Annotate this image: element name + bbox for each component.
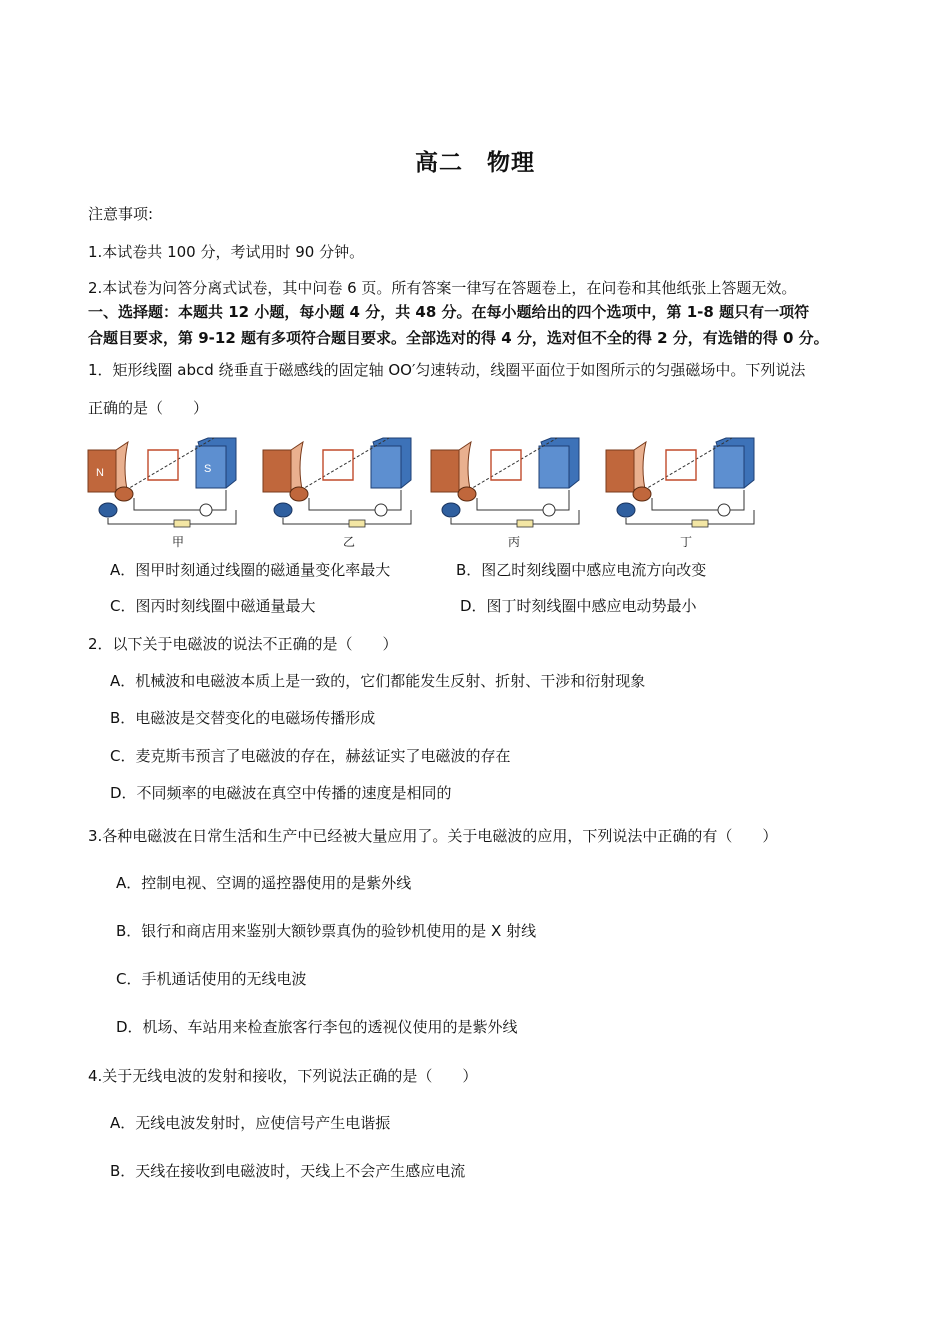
notice-item-2: 2.本试卷为问答分离式试卷，其中问卷 6 页。所有答案一律写在答题卷上，在问卷和其他纸张上答题无效。 xyxy=(88,279,797,297)
q1-figure-label-2: 乙 xyxy=(343,535,356,549)
q1-figure-label-4: 丁 xyxy=(680,535,693,549)
q1-stem-line1: 1．矩形线圈 abcd 绕垂直于磁感线的固定轴 OO′匀速转动，线圈平面位于如图所示的匀强磁场中。下列说法 xyxy=(88,361,806,379)
q4-option-a[interactable]: A．无线电波发射时，应使信号产生电谐振 xyxy=(110,1114,391,1132)
notice-item-1: 1.本试卷共 100 分，考试用时 90 分钟。 xyxy=(88,243,365,261)
page-title: 高二 物理 xyxy=(415,150,535,176)
q1-magnet-n-label: N xyxy=(96,467,104,479)
q3-option-d[interactable]: D．机场、车站用来检查旅客行李包的透视仪使用的是紫外线 xyxy=(116,1018,518,1036)
q1-generator-figure xyxy=(86,428,756,548)
q2-option-c[interactable]: C．麦克斯韦预言了电磁波的存在，赫兹证实了电磁波的存在 xyxy=(110,747,511,765)
q3-option-a[interactable]: A．控制电视、空调的遥控器使用的是紫外线 xyxy=(116,874,412,892)
q4-option-b[interactable]: B．天线在接收到电磁波时，天线上不会产生感应电流 xyxy=(110,1162,466,1180)
q2-stem: 2．以下关于电磁波的说法不正确的是（ ） xyxy=(88,635,398,653)
q2-option-d[interactable]: D．不同频率的电磁波在真空中传播的速度是相同的 xyxy=(110,784,452,802)
section1-instructions-line2: 合题目要求，第 9-12 题有多项符合题目要求。全部选对的得 4 分，选对但不全的得 2 分，有选错的得 0 分。 xyxy=(88,329,829,347)
q1-stem-line2: 正确的是（ ） xyxy=(88,399,209,417)
q1-option-d[interactable]: D．图丁时刻线圈中感应电动势最小 xyxy=(460,597,697,615)
q1-option-a[interactable]: A．图甲时刻通过线圈的磁通量变化率最大 xyxy=(110,561,391,579)
q1-option-c[interactable]: C．图丙时刻线圈中磁通量最大 xyxy=(110,597,316,615)
q3-option-b[interactable]: B．银行和商店用来鉴别大额钞票真伪的验钞机使用的是 X 射线 xyxy=(116,922,537,940)
q2-option-b[interactable]: B．电磁波是交替变化的电磁场传播形成 xyxy=(110,709,376,727)
notice-heading: 注意事项: xyxy=(88,205,154,223)
q1-option-b[interactable]: B．图乙时刻线圈中感应电流方向改变 xyxy=(456,561,707,579)
q2-option-a[interactable]: A．机械波和电磁波本质上是一致的，它们都能发生反射、折射、干涉和衍射现象 xyxy=(110,672,646,690)
q1-figure-label-1: 甲 xyxy=(172,535,185,549)
q3-stem: 3.各种电磁波在日常生活和生产中已经被大量应用了。关于电磁波的应用，下列说法中正确的有（ ） xyxy=(88,827,778,845)
q3-option-c[interactable]: C．手机通话使用的无线电波 xyxy=(116,970,307,988)
section1-instructions-line1: 一、选择题：本题共 12 小题，每小题 4 分，共 48 分。在每小题给出的四个选项中，第 1-8 题只有一项符 xyxy=(88,303,810,321)
q1-figure-label-3: 丙 xyxy=(508,535,521,549)
q1-magnet-s-label: S xyxy=(204,463,212,475)
q4-stem: 4.关于无线电波的发射和接收，下列说法正确的是（ ） xyxy=(88,1067,478,1085)
